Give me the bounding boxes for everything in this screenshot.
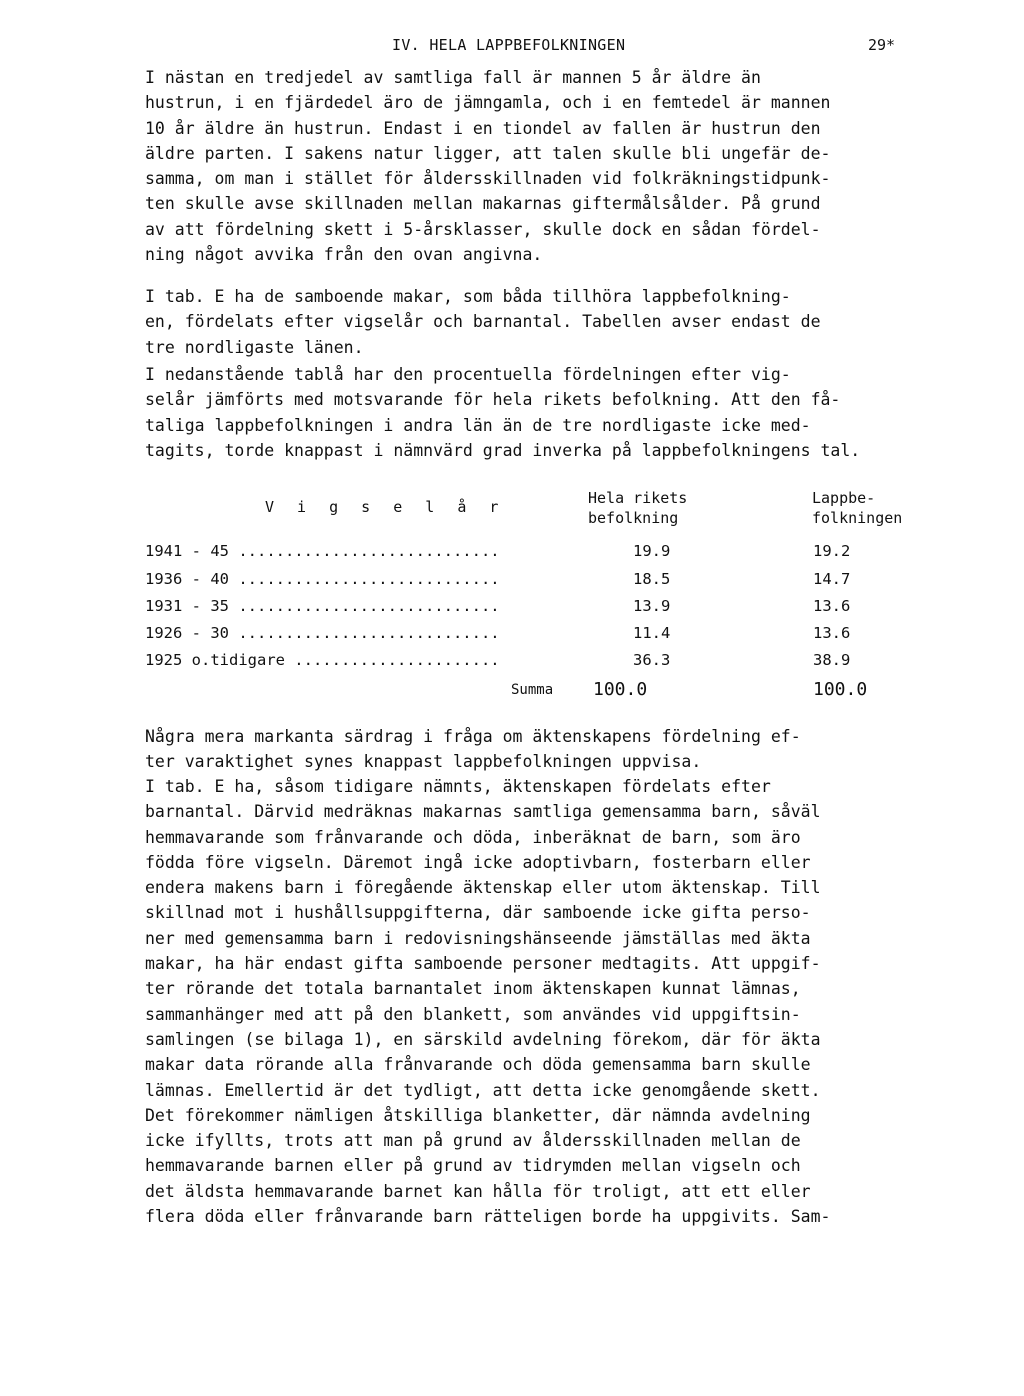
text-line: äldre parten. I sakens natur ligger, att talen skulle bli ungefär de- — [145, 143, 831, 163]
row-label: 1936 - 40 ............................ — [145, 570, 500, 588]
page-number: 29* — [868, 36, 896, 54]
running-header: IV. HELA LAPPBEFOLKNINGEN — [392, 36, 626, 54]
table-header-vigselar: V i g s e l å r — [265, 498, 506, 516]
text-line: selår jämförts med motsvarande för hela rikets befolkning. Att den få- — [145, 390, 841, 410]
header-line: Hela rikets — [588, 489, 688, 507]
text-line: ten skulle avse skillnaden mellan makarnas giftermålsålder. På grund — [145, 194, 821, 214]
table-row — [145, 597, 925, 623]
text-line: samma, om man i stället för åldersskillnaden vid folkräkningstidpunk- — [145, 169, 831, 189]
text-line: makar data rörande alla frånvarande och döda gemensamma barn skulle — [145, 1055, 811, 1075]
table-row — [145, 542, 925, 568]
table-row — [145, 651, 925, 677]
text-line: hustrun, i en fjärdedel äro de jämngamla, och i en femtedel är mannen — [145, 93, 831, 113]
value-hela: 13.9 — [633, 597, 671, 615]
text-line: I tab. E ha de samboende makar, som båda tillhöra lappbefolkning- — [145, 287, 791, 306]
row-label: 1941 - 45 ............................ — [145, 542, 500, 560]
value-lapp: 19.2 — [813, 542, 851, 560]
sum-lapp: 100.0 — [813, 679, 868, 700]
value-lapp: 13.6 — [813, 624, 851, 642]
text-line: skillnad mot i hushållsuppgifterna, där samboende icke gifta perso- — [145, 903, 811, 923]
text-line: hemmavarande barnen eller på grund av tidrymden mellan vigseln och — [145, 1156, 801, 1176]
text-line: födda före vigseln. Däremot ingå icke adoptivbarn, fosterbarn eller — [145, 852, 811, 872]
paragraph-3 — [145, 362, 925, 463]
text-line: I nedanstående tablå har den procentuella fördelningen efter vig- — [145, 365, 791, 384]
text-line: tagits, torde knappast i nämnvärd grad inverka på lappbefolkningens tal. — [145, 440, 861, 460]
text-line: lämnas. Emellertid är det tydligt, att detta icke genomgående skett. — [145, 1080, 821, 1100]
table-header-lappbefolkningen — [812, 488, 902, 528]
text-line: Det förekommer nämligen åtskilliga blanketter, där nämnda avdelning — [145, 1105, 811, 1125]
header-line: Lappbe- — [812, 489, 876, 507]
text-line: sammanhänger med att på den blankett, som användes vid uppgiftsin- — [145, 1004, 801, 1024]
paragraph-4 — [145, 724, 925, 775]
value-lapp: 38.9 — [813, 651, 851, 669]
text-line: ter rörande det totala barnantalet inom äktenskapen kunnat lämnas, — [145, 979, 801, 999]
text-line: barnantal. Därvid medräknas makarnas samtliga gemensamma barn, såväl — [145, 802, 821, 822]
text-line: flera döda eller frånvarande barn rätteligen borde ha uppgivits. Sam- — [145, 1207, 831, 1227]
text-line: hemmavarande som frånvarande och döda, inberäknat de barn, som äro — [145, 827, 801, 847]
value-hela: 19.9 — [633, 542, 671, 560]
text-line: en, fördelats efter vigselår och barnantal. Tabellen avser endast de — [145, 312, 821, 332]
text-line: ner med gemensamma barn i redovisningshänseende jämställas med äkta — [145, 928, 811, 948]
row-label: 1931 - 35 ............................ — [145, 597, 500, 615]
table-row — [145, 570, 925, 596]
text-line: ning något avvika från den ovan angivna. — [145, 245, 543, 265]
text-line: av att fördelning skett i 5-årsklasser, skulle dock en sådan fördel- — [145, 219, 821, 239]
text-line: Några mera markanta särdrag i fråga om äktenskapens fördelning ef- — [145, 727, 801, 746]
value-hela: 36.3 — [633, 651, 671, 669]
table-row — [145, 624, 925, 650]
paragraph-5 — [145, 774, 925, 1229]
text-line: endera makens barn i föregående äktenskap eller utom äktenskap. Till — [145, 878, 821, 898]
header-line: befolkning — [588, 509, 679, 527]
paragraph-1 — [145, 65, 925, 267]
row-label: 1926 - 30 ............................ — [145, 624, 500, 642]
value-lapp: 13.6 — [813, 597, 851, 615]
sum-label: Summa — [511, 682, 554, 698]
sum-hela: 100.0 — [593, 679, 648, 700]
text-line: 10 år äldre än hustrun. Endast i en tiondel av fallen är hustrun den — [145, 118, 821, 138]
value-lapp: 14.7 — [813, 570, 851, 588]
row-label: 1925 o.tidigare ...................... — [145, 651, 500, 669]
table-header-hela-rikets — [588, 488, 687, 528]
value-hela: 18.5 — [633, 570, 671, 588]
value-hela: 11.4 — [633, 624, 671, 642]
paragraph-2 — [145, 284, 925, 360]
text-line: taliga lappbefolkningen i andra län än de tre nordligaste icke med- — [145, 415, 811, 435]
text-line: icke ifyllts, trots att man på grund av åldersskillnaden mellan de — [145, 1131, 801, 1151]
text-line: tre nordligaste länen. — [145, 337, 364, 357]
text-line: I tab. E ha, såsom tidigare nämnts, äktenskapen fördelats efter — [145, 777, 771, 796]
text-line: samlingen (se bilaga 1), en särskild avdelning förekom, där för äkta — [145, 1029, 821, 1049]
text-line: ter varaktighet synes knappast lappbefolkningen uppvisa. — [145, 752, 702, 772]
text-line: makar, ha här endast gifta samboende personer medtagits. Att uppgif- — [145, 954, 821, 974]
text-line: det äldsta hemmavarande barnet kan hålla för troligt, att ett eller — [145, 1181, 811, 1201]
text-line: I nästan en tredjedel av samtliga fall är mannen 5 år äldre än — [145, 68, 761, 87]
header-line: folkningen — [812, 509, 903, 527]
